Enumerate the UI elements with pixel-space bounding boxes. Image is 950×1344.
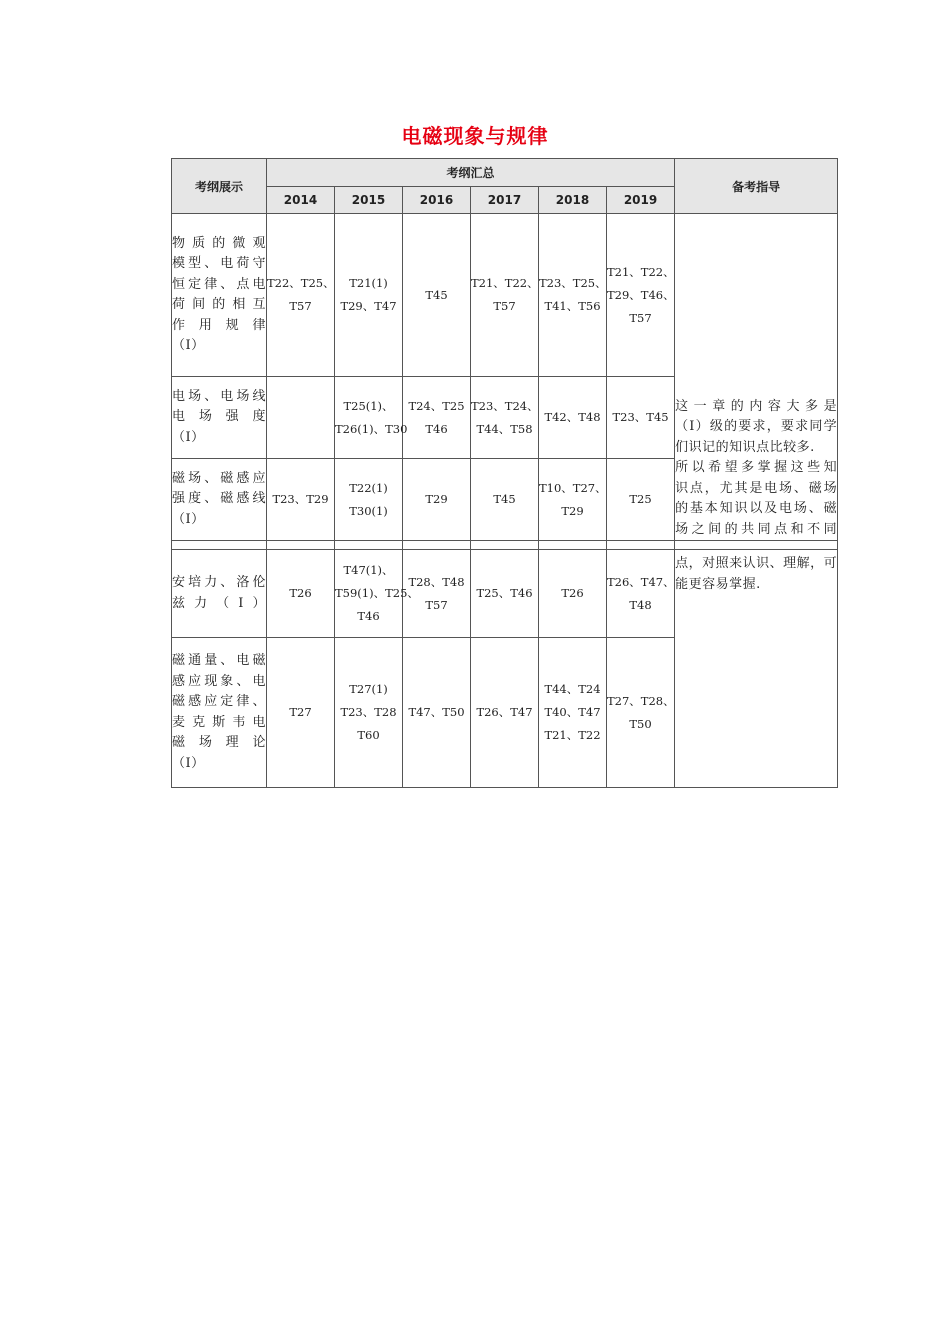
topic-line: 电场、电场线	[172, 388, 266, 404]
question-list: T46	[357, 609, 380, 623]
question-list: T23、T25、	[539, 276, 607, 290]
question-list: T60	[357, 728, 380, 742]
guide-line: 识点，尤其是电场、磁场	[675, 480, 838, 496]
question-list: T26(1)、T30	[335, 421, 408, 436]
topic-line: （Ⅰ）	[172, 429, 205, 445]
header-summary: 考纲汇总	[267, 159, 675, 187]
header-year: 2016	[403, 187, 471, 214]
question-cell	[335, 377, 408, 459]
topic-line: 磁感应定律、	[172, 694, 266, 709]
topic-line: 强度、磁感线	[172, 491, 266, 507]
guide-line: 们识记的知识点比较多.	[675, 439, 815, 455]
question-list: T41、T56	[544, 299, 601, 313]
question-list: T26、T47	[476, 705, 533, 719]
topic-line: 感应现象、电	[172, 673, 266, 689]
question-cell	[403, 377, 471, 459]
question-list: T46	[425, 421, 448, 436]
topic-line: （Ⅰ）	[172, 338, 205, 353]
topic-line: 磁场、磁感应	[172, 470, 266, 486]
table-row	[172, 214, 838, 377]
question-cell	[471, 550, 539, 638]
header-year: 2017	[471, 187, 539, 214]
guide-cell-top	[675, 214, 838, 541]
guide-line: （Ⅰ）级的要求，要求同学	[675, 419, 838, 434]
question-cell	[267, 214, 335, 377]
question-list: T26、T47、	[607, 574, 675, 589]
question-list: T27、T28、	[607, 693, 675, 708]
question-cell	[335, 459, 403, 541]
guide-line: 这一章的内容大多是	[675, 398, 838, 414]
topic-cell	[172, 214, 267, 377]
question-cell	[471, 214, 539, 377]
question-list: T29	[425, 492, 448, 506]
question-cell	[335, 638, 403, 788]
question-cell	[539, 214, 607, 377]
header-year: 2015	[335, 187, 403, 214]
question-list: T30(1)	[349, 503, 388, 518]
question-list: T23、T24、	[471, 398, 539, 413]
question-cell	[607, 214, 675, 377]
guide-cell-bottom	[675, 550, 838, 788]
question-list: T26	[561, 586, 584, 600]
question-list: T23、T28	[340, 705, 397, 719]
question-list: T10、T27、	[539, 480, 607, 495]
question-cell	[471, 638, 539, 788]
question-cell	[267, 459, 335, 541]
topic-line: 物质的微观	[172, 235, 266, 251]
syllabus-table	[171, 158, 838, 788]
topic-line: 电 场 强 度	[172, 409, 266, 425]
question-list: T57	[289, 299, 312, 313]
question-list: T47(1)、	[343, 563, 394, 577]
topic-cell	[172, 377, 267, 459]
question-list: T21(1)	[349, 276, 388, 290]
question-list: T57	[425, 597, 448, 612]
question-list: T47、T50	[408, 705, 465, 719]
topic-line: 荷间的相互	[172, 297, 266, 312]
question-list: T27	[289, 705, 312, 719]
question-cell	[403, 638, 471, 788]
question-cell	[267, 377, 335, 459]
topic-line: 安培力、洛伦	[172, 575, 266, 590]
header-year: 2018	[539, 187, 607, 214]
topic-cell	[172, 638, 267, 788]
question-list: T44、T58	[476, 421, 533, 436]
question-list: T21、T22	[544, 728, 601, 742]
question-cell	[267, 550, 335, 638]
question-cell	[607, 550, 675, 638]
question-list: T22、T25、	[267, 276, 335, 290]
question-cell	[403, 214, 471, 377]
table-row	[172, 550, 838, 638]
question-cell	[607, 459, 675, 541]
header-year: 2014	[267, 187, 335, 214]
guide-line: 点，对照来认识、理解，可	[675, 556, 838, 571]
question-list: T45	[493, 492, 516, 506]
question-list: T25	[629, 492, 652, 506]
header-guide: 备考指导	[675, 159, 838, 214]
topic-line: 磁 场 理 论	[172, 735, 266, 750]
question-list: T50	[629, 716, 652, 731]
question-list: T42、T48	[544, 410, 601, 424]
question-cell	[539, 638, 607, 788]
topic-line: （Ⅰ）	[172, 511, 205, 527]
question-cell	[539, 459, 607, 541]
topic-line: （Ⅰ）	[172, 755, 205, 771]
question-list: T59(1)、T25、	[335, 586, 419, 600]
question-cell	[539, 550, 607, 638]
question-list: T45	[425, 287, 448, 302]
question-cell	[335, 550, 419, 638]
header-syllabus: 考纲展示	[172, 159, 267, 214]
question-list: T23、T45	[612, 410, 669, 424]
question-list: T22(1)	[349, 480, 388, 495]
question-list: T44、T24	[544, 682, 601, 696]
question-list: T24、T25	[408, 398, 465, 413]
guide-line: 场之间的共同点和不同	[675, 521, 838, 537]
topic-line: 模型、电荷守	[172, 256, 266, 271]
question-list: T28、T48	[408, 574, 465, 589]
question-list: T29	[561, 503, 584, 518]
topic-cell	[172, 550, 267, 638]
page-title: 电磁现象与规律	[401, 124, 549, 148]
question-list: T57	[493, 299, 516, 313]
question-list: T21、T22、	[607, 264, 675, 279]
question-cell	[471, 377, 539, 459]
question-list: T23、T29	[272, 492, 329, 506]
guide-line: 能更容易掌握.	[675, 576, 761, 592]
question-list: T26	[289, 586, 312, 600]
topic-cell	[172, 459, 267, 541]
guide-line: 的基本知识以及电场、磁	[675, 501, 838, 516]
guide-line: 所以希望多掌握这些知	[675, 460, 838, 475]
topic-line: 兹力（Ⅰ）	[172, 595, 266, 611]
topic-line: 恒定律、点电	[172, 276, 266, 292]
question-list: T57	[629, 310, 652, 325]
topic-line: 作 用 规 律	[172, 317, 266, 333]
question-list: T25(1)、	[343, 398, 394, 413]
question-list: T29、T46、	[607, 287, 675, 302]
question-list: T40、T47	[544, 705, 601, 719]
question-list: T25、T46	[476, 586, 533, 600]
question-list: T27(1)	[349, 682, 388, 696]
question-cell	[267, 638, 335, 788]
header-year: 2019	[607, 187, 675, 214]
question-list: T29、T47	[340, 299, 397, 313]
question-cell	[607, 377, 675, 459]
question-cell	[335, 214, 403, 377]
question-cell	[607, 638, 675, 788]
topic-line: 麦克斯韦电	[172, 714, 266, 730]
question-list: T48	[629, 597, 652, 612]
topic-line: 磁通量、电磁	[172, 653, 266, 668]
question-cell	[471, 459, 539, 541]
question-cell	[403, 459, 471, 541]
question-cell	[539, 377, 607, 459]
question-list: T21、T22、	[471, 276, 539, 290]
